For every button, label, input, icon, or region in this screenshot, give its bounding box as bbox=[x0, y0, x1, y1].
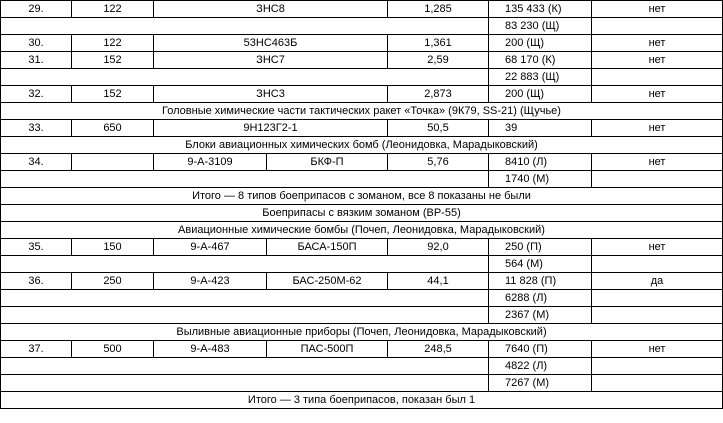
quantity-cell: 4822 (Л) bbox=[489, 358, 592, 375]
quantity-continuation-row bbox=[1, 307, 723, 324]
empty-span-cell bbox=[1, 171, 489, 188]
caliber-cell bbox=[72, 154, 154, 171]
section-header-row bbox=[1, 324, 723, 341]
munition-name-cell: БАС-250М-62 bbox=[267, 273, 388, 290]
quantity-cell: 8410 (Л) bbox=[489, 154, 592, 171]
quantity-continuation-row bbox=[1, 18, 723, 35]
quantity-cell: 39 bbox=[489, 120, 592, 137]
shown-cell: нет bbox=[592, 35, 723, 52]
section-header-cell: Итого — 3 типа боеприпасов, показан был 1 bbox=[1, 392, 723, 409]
section-header-cell: Авиационные химические бомбы (Почеп, Леонидовка, Марадыковский) bbox=[1, 222, 723, 239]
empty-span-cell bbox=[1, 256, 489, 273]
table-row bbox=[1, 52, 723, 69]
munition-name-cell: ПАС-500П bbox=[267, 341, 388, 358]
agent-mass-cell: 44,1 bbox=[388, 273, 489, 290]
table-row bbox=[1, 273, 723, 290]
caliber-cell: 152 bbox=[72, 52, 154, 69]
munition-name-cell: БАСА-150П bbox=[267, 239, 388, 256]
section-header-row bbox=[1, 103, 723, 120]
quantity-cell: 6288 (Л) bbox=[489, 290, 592, 307]
section-header-cell: Головные химические части тактических ракет «Точка» (9К79, SS-21) (Щучье) bbox=[1, 103, 723, 120]
empty-span-cell bbox=[1, 375, 489, 392]
shown-cell bbox=[592, 69, 723, 86]
agent-mass-cell: 92,0 bbox=[388, 239, 489, 256]
quantity-continuation-row bbox=[1, 69, 723, 86]
agent-mass-cell: 1,285 bbox=[388, 1, 489, 18]
shown-cell: нет bbox=[592, 154, 723, 171]
agent-mass-cell: 5,76 bbox=[388, 154, 489, 171]
row-number-cell: 29. bbox=[1, 1, 72, 18]
table-body bbox=[1, 1, 723, 409]
row-number-cell: 34. bbox=[1, 154, 72, 171]
agent-mass-cell: 1,361 bbox=[388, 35, 489, 52]
shown-cell bbox=[592, 256, 723, 273]
quantity-cell: 7640 (П) bbox=[489, 341, 592, 358]
empty-span-cell bbox=[1, 290, 489, 307]
section-header-cell: Выливные авиационные приборы (Почеп, Леонидовка, Марадыковский) bbox=[1, 324, 723, 341]
quantity-cell: 564 (М) bbox=[489, 256, 592, 273]
row-number-cell: 31. bbox=[1, 52, 72, 69]
shown-cell: нет bbox=[592, 86, 723, 103]
shown-cell: нет bbox=[592, 341, 723, 358]
row-number-cell: 30. bbox=[1, 35, 72, 52]
agent-mass-cell: 2,873 bbox=[388, 86, 489, 103]
index-cell: 9-А-423 bbox=[154, 273, 267, 290]
munition-name-cell: ЗНС8 bbox=[154, 1, 388, 18]
caliber-cell: 250 bbox=[72, 273, 154, 290]
table-row bbox=[1, 120, 723, 137]
section-header-row bbox=[1, 222, 723, 239]
agent-mass-cell: 248,5 bbox=[388, 341, 489, 358]
row-number-cell: 33. bbox=[1, 120, 72, 137]
shown-cell bbox=[592, 290, 723, 307]
shown-cell: нет bbox=[592, 239, 723, 256]
caliber-cell: 500 bbox=[72, 341, 154, 358]
table-row bbox=[1, 341, 723, 358]
quantity-cell: 22 883 (Щ) bbox=[489, 69, 592, 86]
caliber-cell: 122 bbox=[72, 1, 154, 18]
quantity-cell: 200 (Щ) bbox=[489, 35, 592, 52]
row-number-cell: 36. bbox=[1, 273, 72, 290]
quantity-continuation-row bbox=[1, 171, 723, 188]
table-row bbox=[1, 239, 723, 256]
shown-cell: нет bbox=[592, 1, 723, 18]
index-cell: 9-А-483 bbox=[154, 341, 267, 358]
empty-span-cell bbox=[1, 358, 489, 375]
caliber-cell: 650 bbox=[72, 120, 154, 137]
row-number-cell: 35. bbox=[1, 239, 72, 256]
munition-name-cell: 53НС463Б bbox=[154, 35, 388, 52]
shown-cell: нет bbox=[592, 52, 723, 69]
section-header-row bbox=[1, 392, 723, 409]
shown-cell: нет bbox=[592, 120, 723, 137]
section-header-cell: Итого — 8 типов боеприпасов с зоманом, все 8 показаны не были bbox=[1, 188, 723, 205]
section-header-row bbox=[1, 188, 723, 205]
quantity-cell: 83 230 (Щ) bbox=[489, 18, 592, 35]
quantity-continuation-row bbox=[1, 256, 723, 273]
table-row bbox=[1, 35, 723, 52]
quantity-cell: 68 170 (К) bbox=[489, 52, 592, 69]
section-header-row bbox=[1, 137, 723, 154]
row-number-cell: 37. bbox=[1, 341, 72, 358]
quantity-cell: 11 828 (П) bbox=[489, 273, 592, 290]
section-header-cell: Блоки авиационных химических бомб (Леонидовка, Марадыковский) bbox=[1, 137, 723, 154]
quantity-cell: 7267 (М) bbox=[489, 375, 592, 392]
table-row bbox=[1, 86, 723, 103]
munition-name-cell: ЗНС7 bbox=[154, 52, 388, 69]
quantity-cell: 2367 (М) bbox=[489, 307, 592, 324]
agent-mass-cell: 2,59 bbox=[388, 52, 489, 69]
caliber-cell: 122 bbox=[72, 35, 154, 52]
quantity-cell: 250 (П) bbox=[489, 239, 592, 256]
caliber-cell: 150 bbox=[72, 239, 154, 256]
quantity-continuation-row bbox=[1, 375, 723, 392]
empty-span-cell bbox=[1, 307, 489, 324]
empty-span-cell bbox=[1, 18, 489, 35]
quantity-cell: 135 433 (К) bbox=[489, 1, 592, 18]
quantity-continuation-row bbox=[1, 358, 723, 375]
munition-name-cell: 9Н123Г2-1 bbox=[154, 120, 388, 137]
shown-cell bbox=[592, 171, 723, 188]
quantity-cell: 200 (Щ) bbox=[489, 86, 592, 103]
shown-cell bbox=[592, 375, 723, 392]
quantity-cell: 1740 (М) bbox=[489, 171, 592, 188]
empty-span-cell bbox=[1, 69, 489, 86]
shown-cell bbox=[592, 358, 723, 375]
table-row bbox=[1, 154, 723, 171]
row-number-cell: 32. bbox=[1, 86, 72, 103]
shown-cell: да bbox=[592, 273, 723, 290]
caliber-cell: 152 bbox=[72, 86, 154, 103]
index-cell: 9-А-467 bbox=[154, 239, 267, 256]
agent-mass-cell: 50,5 bbox=[388, 120, 489, 137]
index-cell: 9-А-3109 bbox=[154, 154, 267, 171]
section-header-row bbox=[1, 205, 723, 222]
table-row bbox=[1, 1, 723, 18]
quantity-continuation-row bbox=[1, 290, 723, 307]
section-header-cell: Боеприпасы с вязким зоманом (ВР-55) bbox=[1, 205, 723, 222]
shown-cell bbox=[592, 307, 723, 324]
shown-cell bbox=[592, 18, 723, 35]
munition-name-cell: ЗНС3 bbox=[154, 86, 388, 103]
munition-name-cell: БКФ-П bbox=[267, 154, 388, 171]
